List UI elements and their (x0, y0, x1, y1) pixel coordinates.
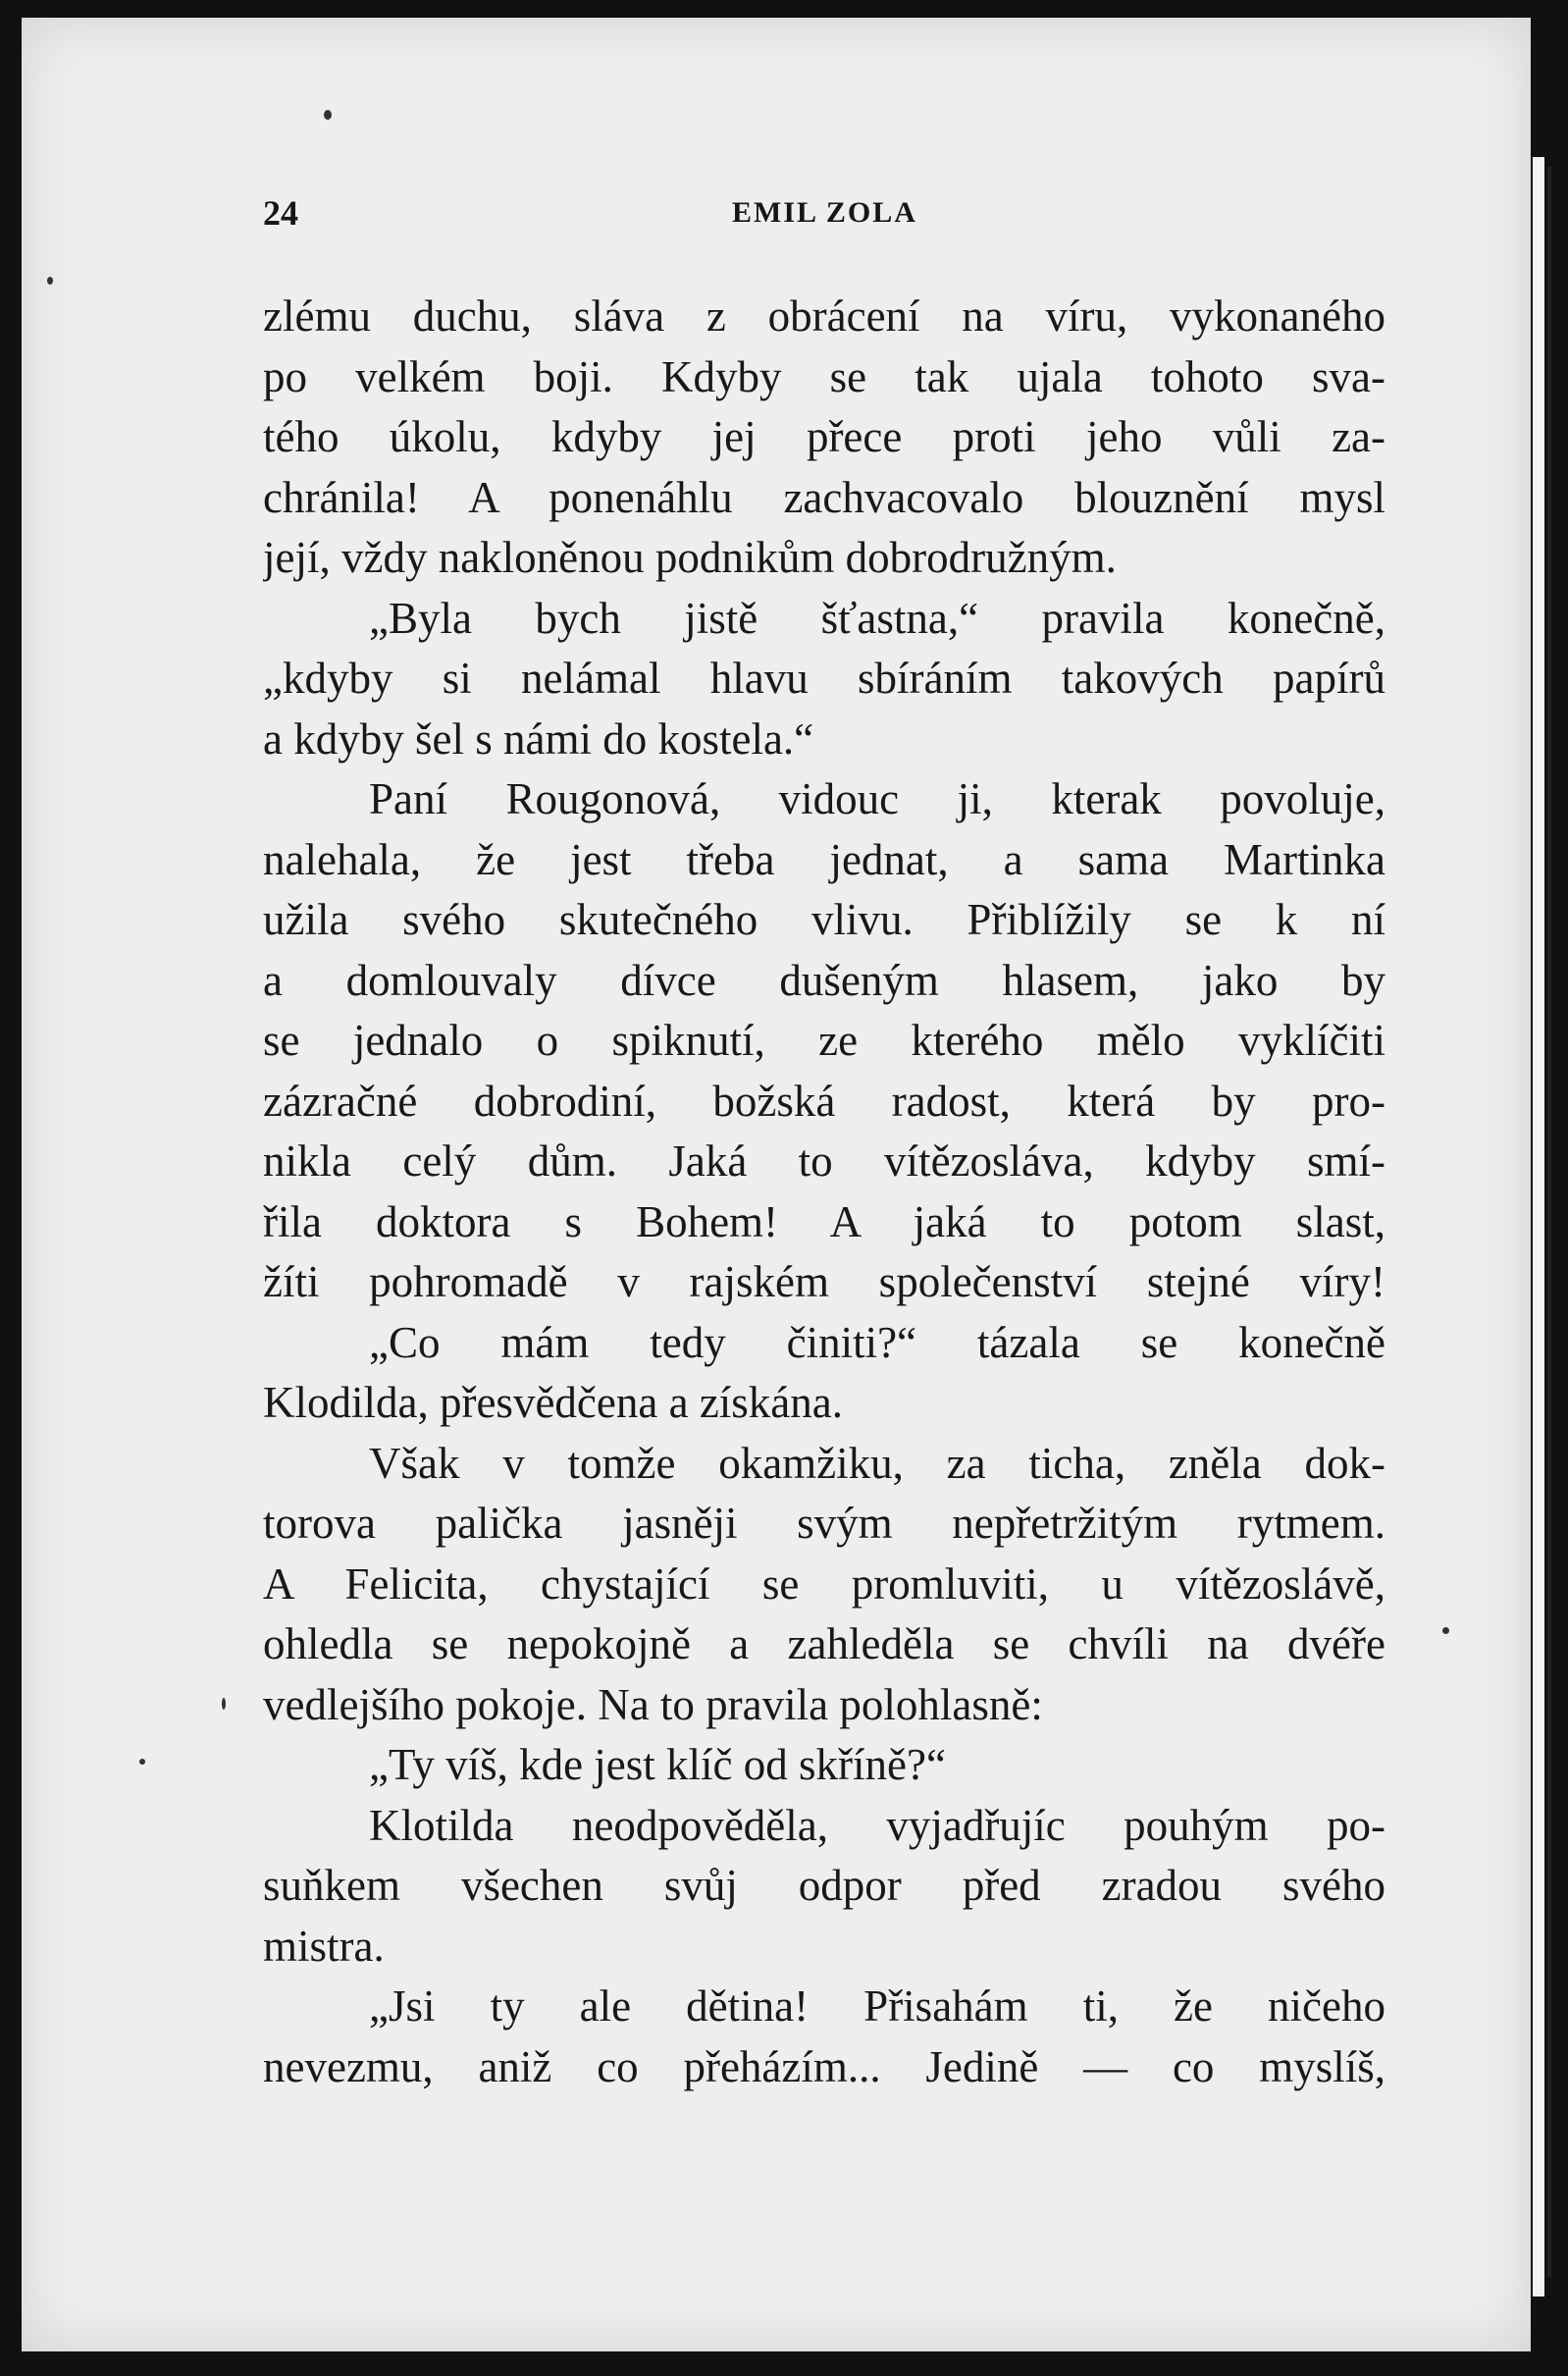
text-line: „Ty víš, kde jest klíč od skříně?“ (369, 1740, 946, 1789)
text-line: její, vždy nakloněnou podnikům dobrodružným. (263, 533, 1117, 582)
text-line: zlému duchu, sláva z obrácení na víru, vykonaného (263, 291, 1385, 341)
text-line: a kdyby šel s námi do kostela.“ (263, 713, 814, 764)
next-page-edge (1533, 157, 1544, 2297)
text-line: zázračné dobrodiní, božská radost, která by pro- (263, 1076, 1385, 1126)
scan-speck (139, 1759, 145, 1765)
text-line: „kdyby si nelámal hlavu sbíráním takových papírů (263, 654, 1385, 703)
text-line: torova palička jasněji svým nepřetržitým rytmem. (263, 1499, 1385, 1548)
text-line: nevezmu, aniž co přeházím... Jedině — co myslíš, (263, 2041, 1385, 2091)
text-line: „Co mám tedy činiti?“ tázala se konečně (369, 1317, 1385, 1367)
text-line: suňkem všechen svůj odpor před zradou svého (263, 1861, 1385, 1910)
text-line: ohledla se nepokojně a zahleděla se chvíli na dvéře (263, 1619, 1385, 1668)
text-line: nikla celý dům. Jaká to vítězosláva, kdyby smí- (263, 1136, 1385, 1186)
scan-speck (222, 1698, 226, 1710)
running-head: EMIL ZOLA (732, 196, 917, 229)
text-line: tého úkolu, kdyby jej přece proti jeho vůli za- (263, 412, 1385, 461)
binding-shadow (1547, 167, 1551, 2277)
text-line: užila svého skutečného vlivu. Přiblížily se k ní (263, 895, 1385, 944)
text-line: řila doktora s Bohem! A jaká to potom slast, (263, 1196, 1385, 1246)
text-line: a domlouvaly dívce dušeným hlasem, jako by (263, 955, 1385, 1005)
scan-speck (47, 277, 53, 285)
text-line: chránila! A ponenáhlu zachvacovalo blouznění mysl (263, 472, 1385, 522)
text-line: A Felicita, chystající se promluviti, u vítězoslávě, (263, 1558, 1385, 1609)
page-number: 24 (263, 193, 298, 233)
text-line: se jednalo o spiknutí, ze kterého mělo vyklíčiti (263, 1016, 1385, 1065)
text-line: po velkém boji. Kdyby se tak ujala tohoto sva- (263, 351, 1385, 401)
scan-speck (324, 110, 332, 120)
body-text (263, 287, 1385, 2097)
text-line: žíti pohromadě v rajském společenství stejné víry! (263, 1257, 1385, 1306)
page-header (263, 192, 1382, 241)
text-line: „Byla bych jistě šťastna,“ pravila konečně, (369, 593, 1385, 643)
text-line: mistra. (263, 1921, 385, 1971)
text-line: nalehala, že jest třeba jednat, a sama Martinka (263, 834, 1385, 884)
text-line: Klodilda, přesvědčena a získána. (263, 1378, 843, 1427)
text-line: Klotilda neodpověděla, vyjadřujíc pouhým po- (369, 1800, 1385, 1850)
text-line: „Jsi ty ale dětina! Přisahám ti, že ničeho (369, 1981, 1385, 2031)
text-line: Však v tomže okamžiku, za ticha, zněla dok- (369, 1438, 1385, 1488)
text-line: vedlejšího pokoje. Na to pravila polohlasně: (263, 1679, 1043, 1729)
text-line: Paní Rougonová, vidouc ji, kterak povoluje, (369, 774, 1385, 823)
scan-speck (1442, 1627, 1449, 1634)
